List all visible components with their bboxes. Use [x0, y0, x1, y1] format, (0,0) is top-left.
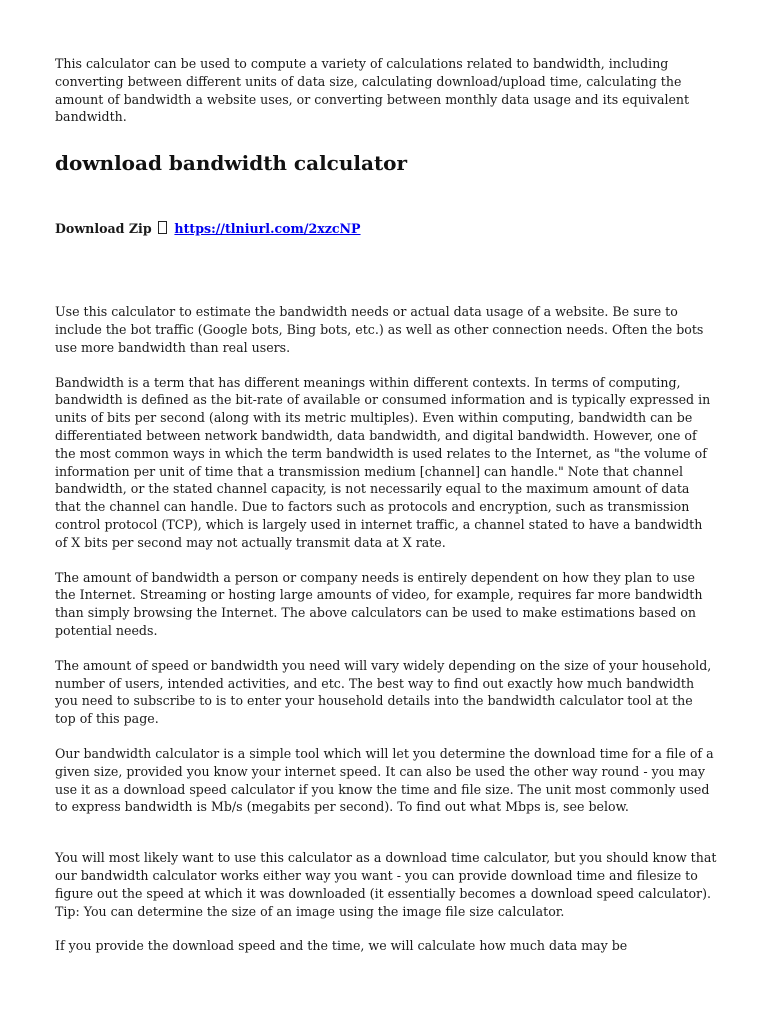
- paragraph-1: Use this calculator to estimate the bandwidth needs or actual data usage of a website. Be sure to include the bot traffic (Google bots, Bing bots, etc.) as well as other connection needs. Often the bots use more bandwidth than real users.: [55, 304, 704, 355]
- paragraph-3: The amount of bandwidth a person or company needs is entirely dependent on how they plan to use the Internet. Streaming or hosting large amounts of video, for example, requires far more bandwidth than simply browsing the Internet. The above calculators can be used to make estimations based on potential needs.: [55, 569, 703, 638]
- paragraph-2: Bandwidth is a term that has different meanings within different contexts. In terms of computing, bandwidth is defined as the bit-rate of available or consumed information and is typically expressed in units of bits per second (along with its metric multiples). Even within computing, bandwidth can be differentiated between network bandwidth, data bandwidth, and digital bandwidth. However, one of the most common ways in which the term bandwidth is used relates to the Internet, as "the volume of information per unit of time that a transmission medium [channel] can handle." Note that channel bandwidth, or the stated channel capacity, is not necessarily equal to the maximum amount of data that the channel can handle. Due to factors such as protocols and encryption, such as transmission control protocol (TCP), which is largely used in internet traffic, a channel stated to have a bandwidth of X bits per second may not actually transmit data at X rate.: [55, 374, 711, 550]
- download-link[interactable]: https://tlniurl.com/2xzcNP: [174, 221, 361, 237]
- missing-glyph-icon: [158, 221, 167, 234]
- paragraph-4: The amount of speed or bandwidth you need will vary widely depending on the size of your household, number of users, intended activities, and etc. The best way to find out exactly how much bandwidth you need to subscribe to is to enter your household details into the bandwidth calculator tool at the top of this page.: [55, 657, 712, 727]
- paragraph-5: Our bandwidth calculator is a simple tool which will let you determine the download time for a file of a given size, provided you know your internet speed. It can also be used the other way round - you may use it as a download speed calculator if you know the time and file size. The unit most commonly used to express bandwidth is Mb/s (megabits per second). To find out what Mbps is, see below.: [55, 745, 714, 815]
- document-page: [55, 55, 717, 955]
- intro-paragraph: This calculator can be used to compute a variety of calculations related to bandwidth, including converting between different units of data size, calculating download/upload time, calculating the amount of bandwidth a website uses, or converting between monthly data usage and its equivalent bandwidth.: [55, 56, 690, 125]
- page-title: download bandwidth calculator: [55, 151, 408, 176]
- paragraph-6: You will most likely want to use this calculator as a download time calculator, but you should know that our bandwidth calculator works either way you want - you can provide download time and filesize to figure out the speed at which it was downloaded (it essentially becomes a download speed calculator). Tip: You can determine the size of an image using the image file size calculator.: [55, 850, 717, 919]
- download-label: Download Zip: [55, 221, 152, 237]
- paragraph-7: If you provide the download speed and the time, we will calculate how much data may be: [55, 938, 628, 954]
- download-line: [55, 220, 717, 238]
